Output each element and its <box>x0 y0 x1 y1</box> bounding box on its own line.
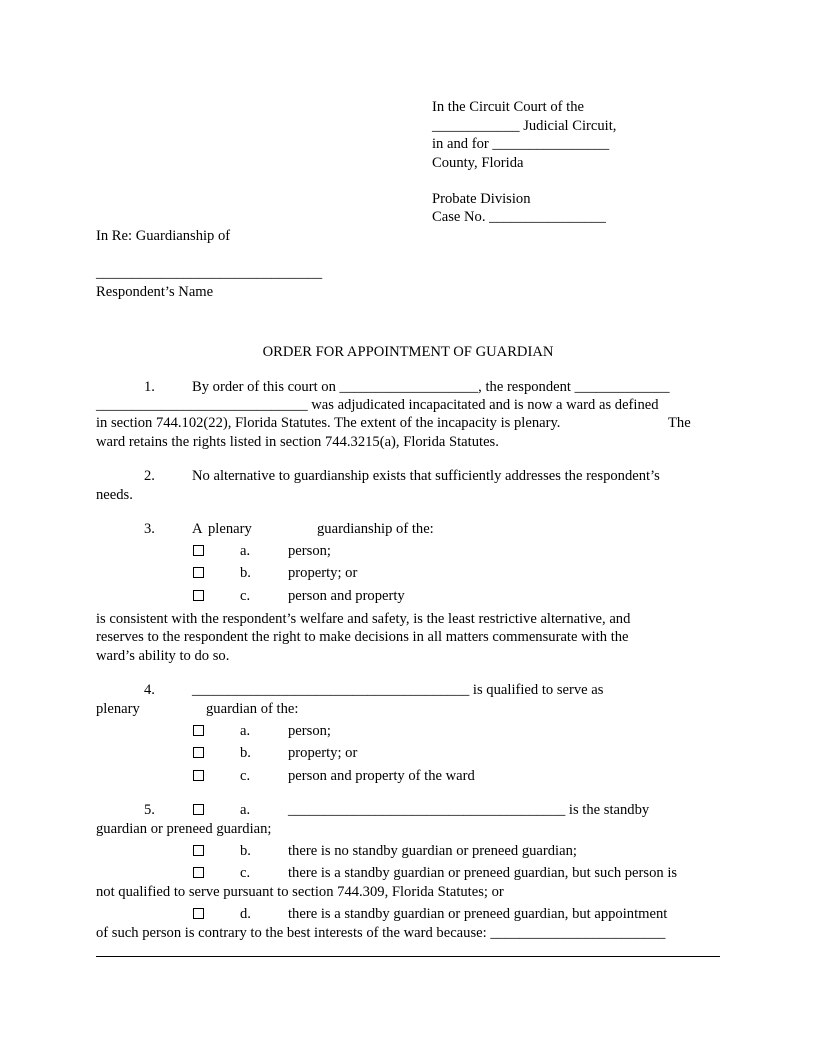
p5-option-c-checkbox[interactable] <box>193 867 204 878</box>
in-and-for-line[interactable]: in and for ________________ <box>432 136 610 152</box>
p5-option-d-checkbox[interactable] <box>193 908 204 919</box>
p1-line1[interactable]: By order of this court on ___________________, the respondent _____________ <box>192 379 670 395</box>
p3-tail-line3: ward’s ability to do so. <box>96 648 230 664</box>
p3-option-b-text: property; or <box>288 565 358 581</box>
p3-option-b-checkbox[interactable] <box>193 567 204 578</box>
p5-number: 5. <box>144 802 155 818</box>
p5-option-b-checkbox[interactable] <box>193 845 204 856</box>
judicial-circuit-line[interactable]: ____________ Judicial Circuit, <box>432 118 617 134</box>
p2-line2: needs. <box>96 487 133 503</box>
p4-option-c-letter: c. <box>240 768 251 784</box>
p3-article: A <box>192 521 203 537</box>
p1-line3: in section 744.102(22), Florida Statutes. The extent of the incapacity is plenary. <box>96 415 561 431</box>
division-line: Probate Division <box>432 191 531 207</box>
p1-line2[interactable]: _____________________________ was adjudicated incapacitated and is now a ward as defined <box>96 397 659 413</box>
p3-option-b-letter: b. <box>240 565 251 581</box>
p3-tail-line1: is consistent with the respondent’s welfare and safety, is the least restrictive alternative, and <box>96 611 631 627</box>
p5-option-c-continuation: not qualified to serve pursuant to section 744.309, Florida Statutes; or <box>96 884 504 900</box>
p3-option-a-letter: a. <box>240 543 251 559</box>
p4-option-b-text: property; or <box>288 745 358 761</box>
p4-option-a-letter: a. <box>240 723 251 739</box>
p4-option-b-checkbox[interactable] <box>193 747 204 758</box>
p3-plenary-choice: plenary <box>208 521 252 537</box>
respondent-name-label: Respondent’s Name <box>96 284 214 300</box>
p3-number: 3. <box>144 521 155 537</box>
p3-option-a-text: person; <box>288 543 331 559</box>
court-name-line: In the Circuit Court of the <box>432 99 584 115</box>
p3-option-c-letter: c. <box>240 588 251 604</box>
p4-guardian-name-line[interactable]: ______________________________________ is qualified to serve as <box>192 682 604 698</box>
p2-number: 2. <box>144 468 155 484</box>
p5-option-a-continuation: guardian or preneed guardian; <box>96 821 272 837</box>
p5-option-d-letter: d. <box>240 906 251 922</box>
p1-line4: ward retains the rights listed in section 744.3215(a), Florida Statutes. <box>96 434 499 450</box>
p3-guardianship-of: guardianship of the: <box>317 521 434 537</box>
p5-option-c-text: there is a standby guardian or preneed guardian, but such person is <box>288 865 678 881</box>
p3-option-a-checkbox[interactable] <box>193 545 204 556</box>
document-title: ORDER FOR APPOINTMENT OF GUARDIAN <box>262 344 554 360</box>
p5-option-b-letter: b. <box>240 843 251 859</box>
p4-guardian-of: guardian of the: <box>206 701 299 717</box>
p3-option-c-text: person and property <box>288 588 405 604</box>
p4-option-c-text: person and property of the ward <box>288 768 475 784</box>
p5-option-c-letter: c. <box>240 865 251 881</box>
p4-number: 4. <box>144 682 155 698</box>
p2-line1: No alternative to guardianship exists that sufficiently addresses the respondent’s <box>192 468 660 484</box>
p5-option-d-continuation[interactable]: of such person is contrary to the best interests of the ward because: ________________________ <box>96 925 666 941</box>
p1-number: 1. <box>144 379 155 395</box>
case-number-line[interactable]: Case No. ________________ <box>432 209 606 225</box>
p4-option-a-text: person; <box>288 723 331 739</box>
p4-option-a-checkbox[interactable] <box>193 725 204 736</box>
in-re-label: In Re: Guardianship of <box>96 228 231 244</box>
p4-option-b-letter: b. <box>240 745 251 761</box>
p3-tail-line2: reserves to the respondent the right to make decisions in all matters commensurate with the <box>96 629 629 645</box>
p4-plenary-choice: plenary <box>96 701 140 717</box>
p5-option-a-text[interactable]: ______________________________________ is the standby <box>288 802 650 818</box>
respondent-name-blank[interactable]: _______________________________ <box>96 265 323 281</box>
p5-option-b-text: there is no standby guardian or preneed guardian; <box>288 843 577 859</box>
p4-option-c-checkbox[interactable] <box>193 770 204 781</box>
p3-option-c-checkbox[interactable] <box>193 590 204 601</box>
p1-line3-end: The <box>668 415 691 431</box>
p5-option-a-letter: a. <box>240 802 251 818</box>
p5-option-d-text: there is a standby guardian or preneed guardian, but appointment <box>288 906 668 922</box>
p5-option-a-checkbox[interactable] <box>193 804 204 815</box>
reason-blank-line[interactable] <box>96 956 720 957</box>
county-line: County, Florida <box>432 155 524 171</box>
